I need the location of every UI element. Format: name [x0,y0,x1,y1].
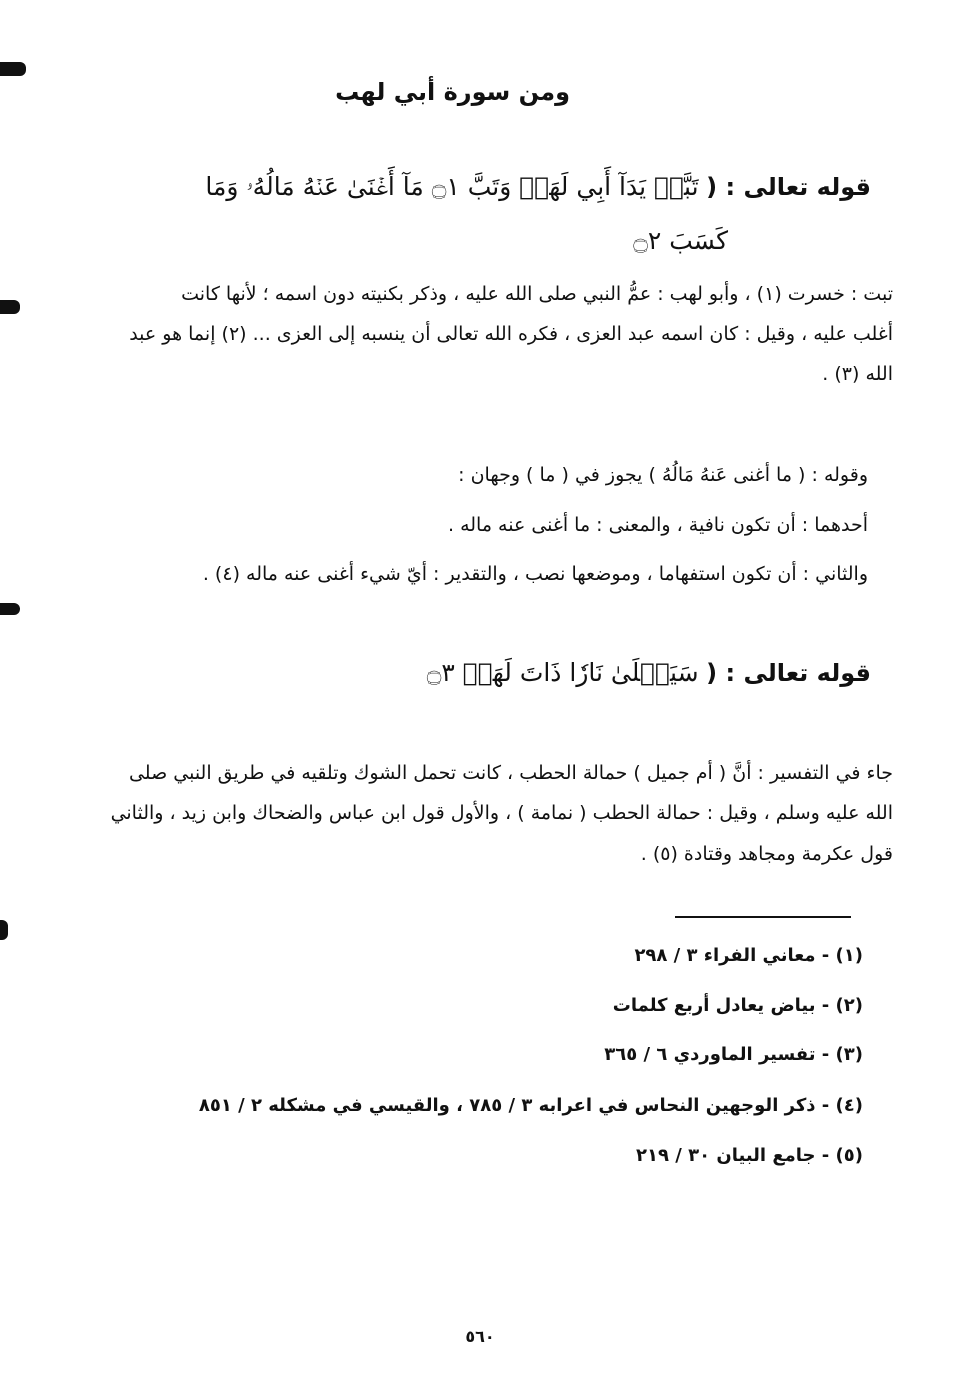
footnote-2: (٢) - بياض يعادل أربع كلمات [612,995,863,1016]
verse-text: سَيَصۡلَىٰ نَارٗا ذَاتَ لَهَبٖ ۝٣ [426,658,699,687]
page-number: ٥٦٠ [465,1327,495,1346]
verse-intro: قوله تعالى : ( [706,173,871,201]
footnote-4: (٤) - ذكر الوجهين النحاس في اعرابه ٣ / ٧٨٥ ، والقيسي في مشكله ٢ / ٨٥١ [198,1095,863,1116]
verse-text: تَبَّتۡ يَدَآ أَبِي لَهَبٖ وَتَبَّ ۝١ مَآ أَغۡنَىٰ عَنۡهُ مَالُهُۥ وَمَا [205,172,699,201]
tafsir-3-line-2: الله عليه وسلم ، وقيل : حمالة الحطب ( نمامة ) ، والأول قول ابن عباس والضحاك وابن زيد ، والثاني [110,802,893,824]
tafsir-1-line-1: تبت : خسرت (١) ، وأبو لهب : عمُّ النبي صلى الله عليه ، وذكر بكنيته دون اسمه ؛ لأنها كانت [181,283,893,305]
binder-mark [0,920,8,940]
verse-intro: قوله تعالى : ( [706,659,871,687]
verse-2-line [427,658,871,687]
tafsir-2-line-3: والثاني : أن تكون استفهاما ، وموضعها نصب ، والتقدير : أيّ شيء أغنى عنه ماله (٤) . [202,563,868,585]
verse-1-line-2: كَسَبَ ۝٢ [633,226,728,255]
tafsir-1-line-2: أغلب عليه ، وقيل : كان اسمه عبد العزى ، فكره الله تعالى أن ينسبه إلى العزى ... (٢) إنما هو عبد [129,323,893,345]
binder-mark [0,603,20,615]
footnote-5: (٥) - جامع البيان ٣٠ / ٢١٩ [636,1145,863,1166]
tafsir-3-line-3: قول عكرمة ومجاهد وقتادة (٥) . [640,843,893,865]
footnote-1: (١) - معاني الفراء ٣ / ٢٩٨ [634,945,863,966]
surah-heading: ومن سورة أبي لهب [335,78,570,106]
footnote-separator [675,916,851,918]
tafsir-2-line-1: وقوله : ( ما أغنى عَنهُ مَالُهُ ) يجوز في ( ما ) وجهان : [458,464,868,486]
binder-mark [0,62,26,76]
tafsir-1-line-3: الله (٣) . [822,363,893,385]
tafsir-3-line-1: جاء في التفسير : أنَّ ( أم جميل ) حمالة الحطب ، كانت تحمل الشوك وتلقيه في طريق النبي صلى [128,762,893,784]
tafsir-2-line-2: أحدهما : أن تكون نافية ، والمعنى : ما أغنى عنه ماله . [447,514,868,536]
binder-mark [0,300,20,314]
verse-1-line-1 [205,172,871,202]
footnote-3: (٣) - تفسير الماوردي ٦ / ٣٦٥ [604,1044,863,1065]
